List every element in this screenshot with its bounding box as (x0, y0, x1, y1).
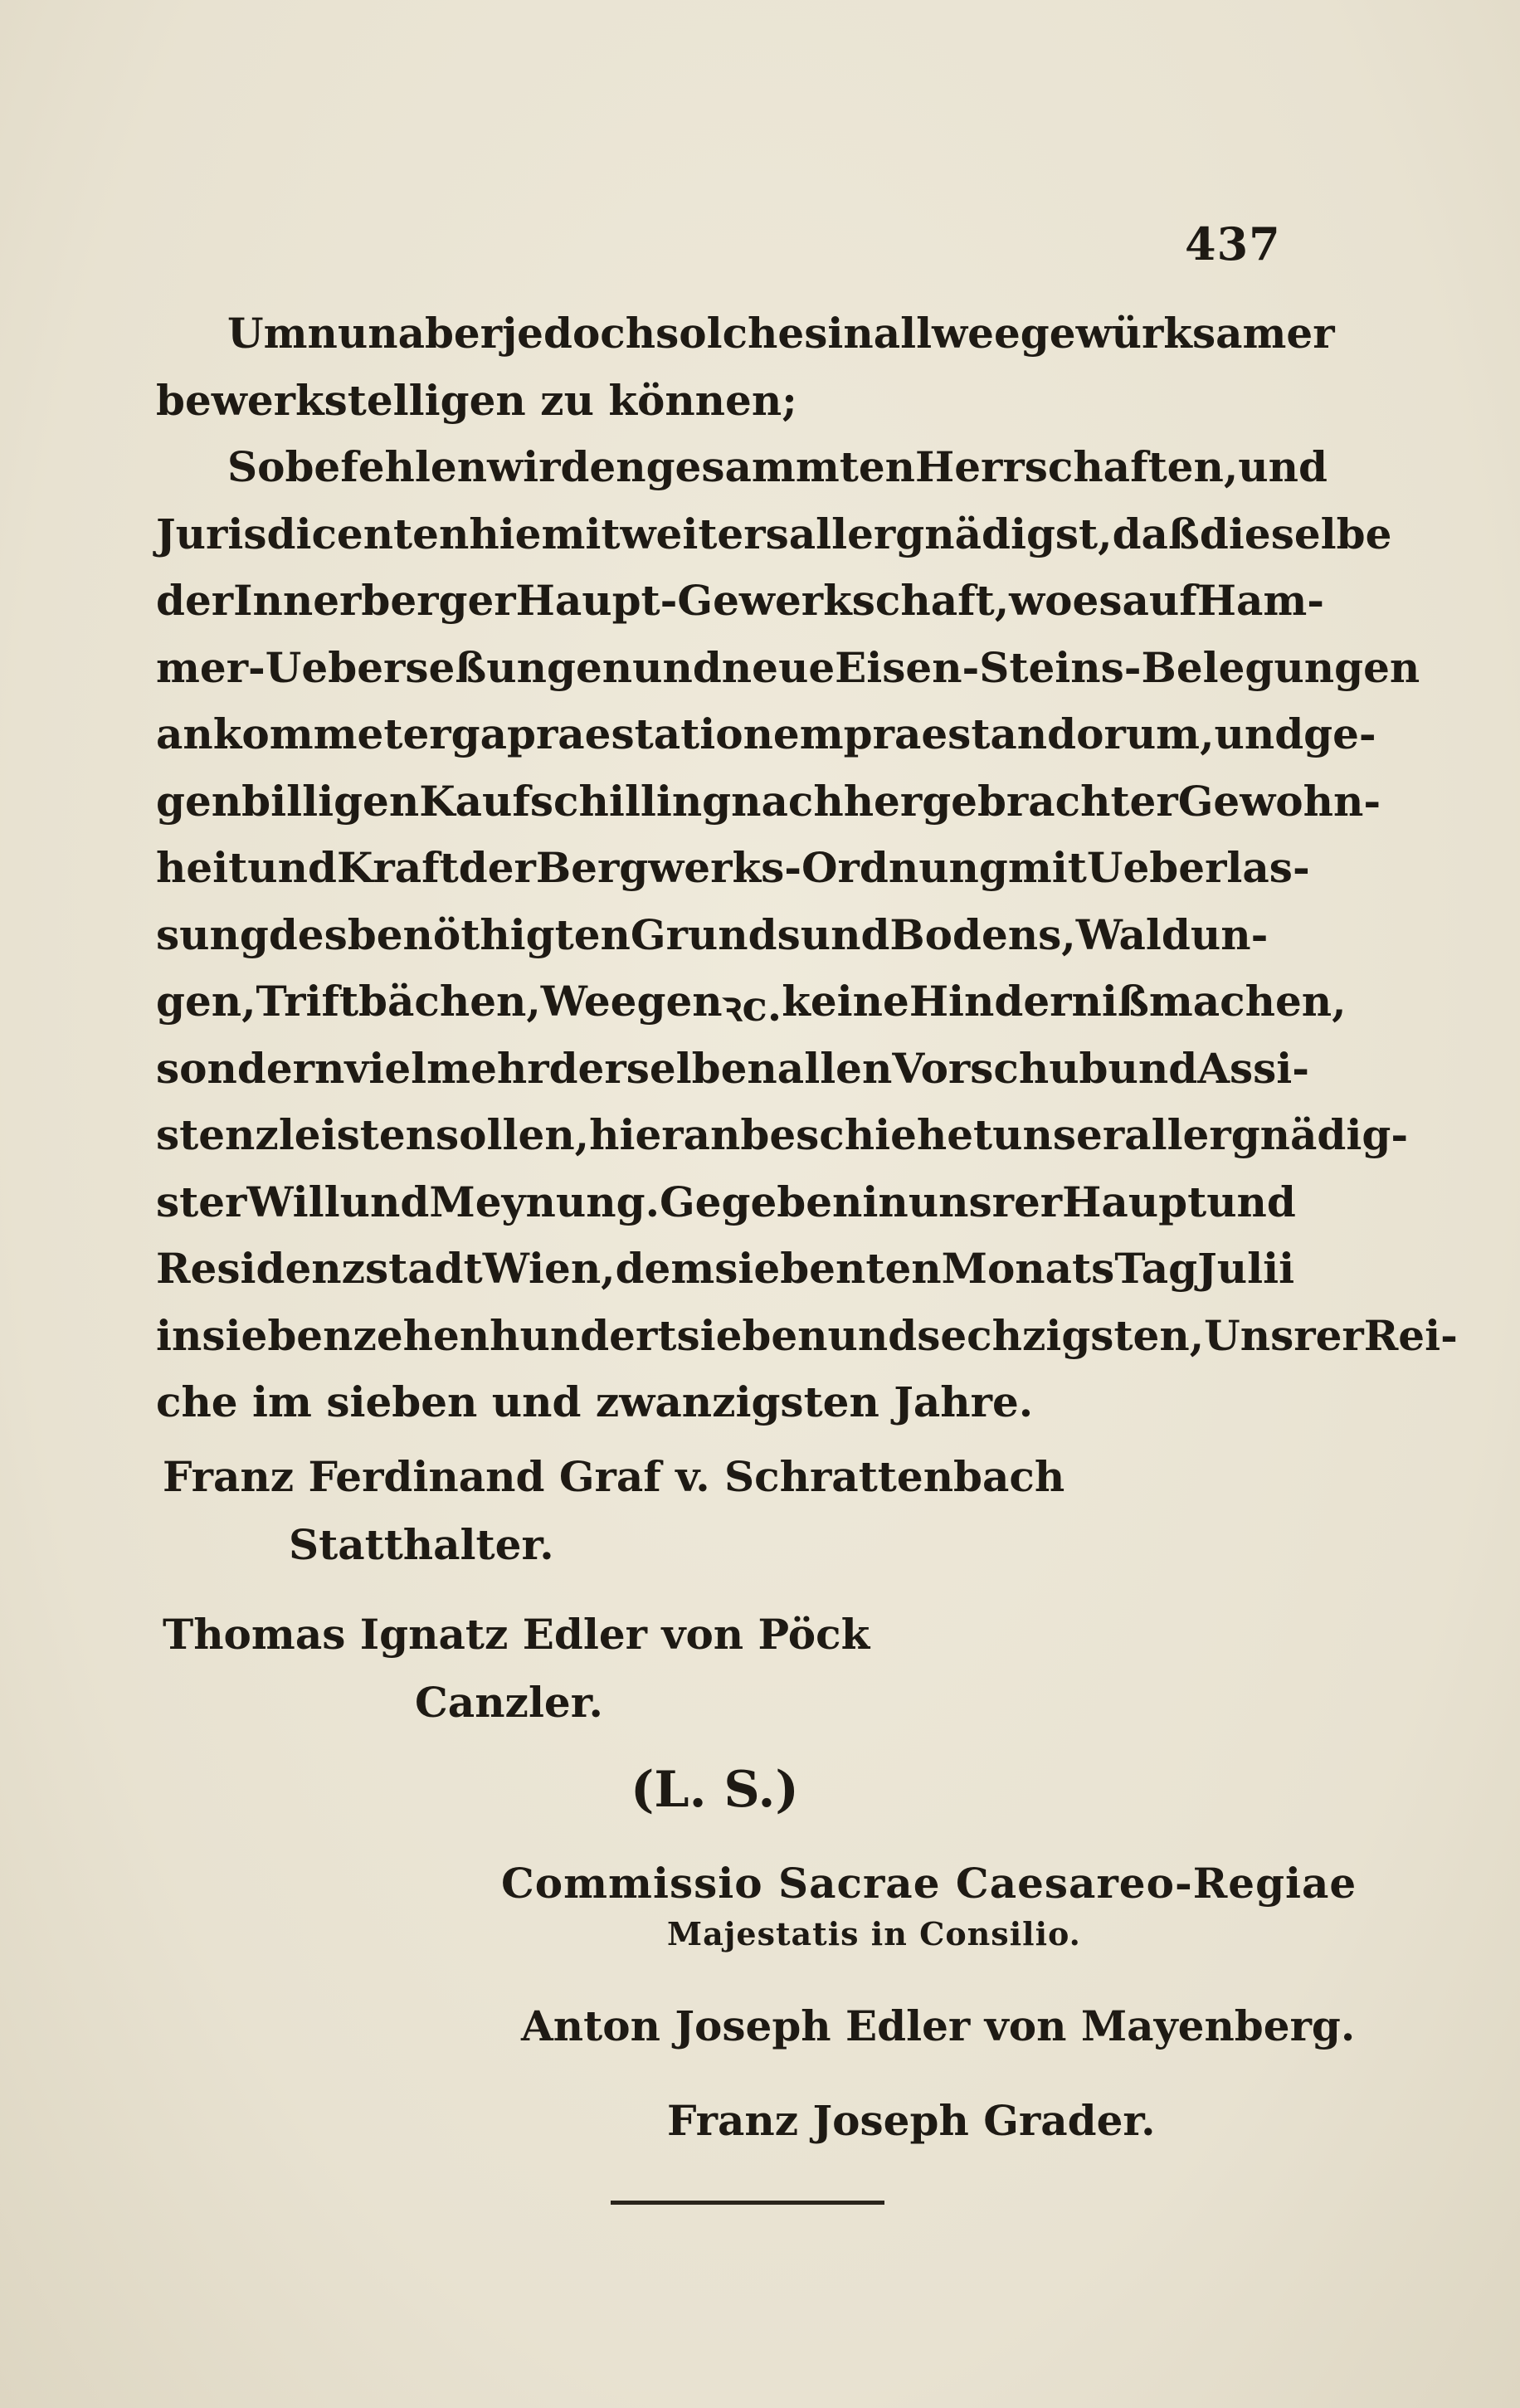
signer2-title: Canzler. (415, 1678, 603, 1727)
text-line: gen billigen Kaufschilling nach hergebrachter Gewohn- (156, 776, 1381, 826)
text-line: Um nun aber jedoch solches in allweege würksamer (227, 309, 1335, 358)
page-number: 437 (1185, 217, 1281, 271)
signer4-name: Franz Joseph Grader. (667, 2096, 1156, 2145)
text-line: sung des benöthigten Grunds und Bodens, Waldun- (156, 909, 1269, 959)
text-line: Jurisdicenten hiemit weiters allergnädigst, daß dieselbe (156, 509, 1392, 558)
text-line: sondern vielmehr derselben allen Vorschub und Assi- (156, 1043, 1310, 1093)
signer2-name: Thomas Ignatz Edler von Pöck (163, 1610, 870, 1659)
text-line: mer-Ueberseßungen und neue Eisen-Steins-Belegungen (156, 642, 1420, 692)
signer1-name: Franz Ferdinand Graf v. Schrattenbach (163, 1452, 1065, 1501)
closing-rule (611, 2201, 884, 2205)
text-line: Residenzstadt Wien, dem siebenten Monats Tag Julii (156, 1244, 1295, 1293)
text-line: heit und Kraft der Bergwerks-Ordnung mit Ueberlas- (156, 843, 1310, 892)
text-line: bewerkstelligen zu können; (156, 375, 797, 425)
text-line: ster Will und Meynung. Gegeben in unsrer Haupt und (156, 1177, 1296, 1226)
text-line: stenz leisten sollen, hieran beschiehet unser allergnädig- (156, 1110, 1409, 1159)
text-line: So befehlen wir den gesammten Herrschaften, und (227, 442, 1328, 491)
text-line: che im sieben und zwanzigsten Jahre. (156, 1377, 1034, 1426)
seal-mark: (L. S.) (631, 1761, 799, 1819)
text-line: ankommet erga praestationem praestandorum, und ge- (156, 709, 1376, 758)
signer1-title: Statthalter. (289, 1520, 554, 1569)
signer3-name: Anton Joseph Edler von Mayenberg. (521, 2001, 1356, 2050)
text-line: in siebenzehenhundert sieben und sechzigsten, Unsrer Rei- (156, 1310, 1458, 1360)
commission-line-2: Majestatis in Consilio. (667, 1915, 1081, 1952)
commission-line-1: Commissio Sacrae Caesareo-Regiae (501, 1859, 1357, 1908)
text-line: gen, Triftbächen, Weegen ꝛc. keine Hinderniß machen, (156, 977, 1347, 1031)
text-line: der Innerberger Haupt-Gewerkschaft, wo es auf Ham- (156, 576, 1325, 625)
